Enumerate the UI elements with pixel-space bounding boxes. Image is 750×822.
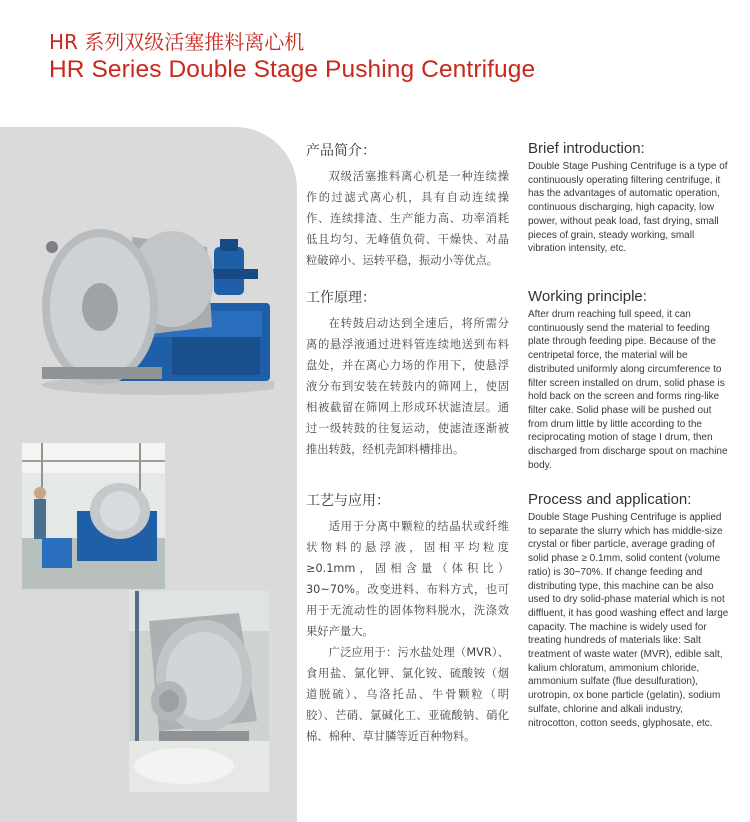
cn-section-principle: [306, 287, 509, 460]
cn-paragraph: 在转鼓启动达到全速后，将所需分离的悬浮液通过进料管连续地送到布料盘处，并在离心力场的作用下，使悬浮液分布到安装在转鼓内的筛网上，使固相被截留在筛网上形成环状滤渣层。通过一级转鼓的往复运动，使滤渣逐渐被推出转鼓，经机壳卸料槽排出。: [306, 317, 509, 456]
title-cn: HR 系列双级活塞推料离心机: [49, 30, 305, 54]
en-heading-principle: Working principle:: [528, 288, 647, 305]
cn-heading-intro: 产品简介：: [306, 143, 376, 159]
cn-section-intro: [306, 140, 509, 271]
cn-paragraph: 双级活塞推料离心机是一种连续操作的过滤式离心机，具有自动连续操作、连续排渣、生产能力高、功率消耗低且均匀、无峰值负荷、干燥快、对晶粒破碎小、运转平稳，振动小等优点。: [306, 170, 509, 267]
cn-paragraph: 广泛应用于：污水盐处理（MVR）、食用盐、氯化钾、氯化铵、硫酸铵（烟道脱硫）、乌洛托品、牛骨颗粒（明胶）、芒硝、氯碱化工、亚硫酸钠、硝化棉、棉种、草甘膦等近百种物料。: [306, 646, 509, 743]
en-paragraph: After drum reaching full speed, it can continuously send the material to feeding plate through feeding pipe. Because of the centripetal force, the material will be distributed uniformly along circumference to filter screen installed on drum, solid phase is hold back on the screen and forms ring-like filter cake. Solid phase will be pushed out from drum little by little according to the reciprocating motion of stage I drum, then discharged from discharge spout on machine body.: [528, 309, 728, 471]
en-section-principle: [528, 288, 730, 472]
en-section-intro: [528, 140, 730, 256]
en-paragraph: Double Stage Pushing Centrifuge is a type of continuously operating filtering centrifuge, it has the advantages of automatic operation, continuous discharging, high capacity, low power, without peak load, fast drying, small pieces of grain, steady working, small vibration intensity, etc.: [528, 161, 728, 255]
title-en: HR Series Double Stage Pushing Centrifuge: [49, 56, 536, 83]
cn-paragraph: 适用于分离中颗粒的结晶状或纤维状物料的悬浮液，固相平均粒度≥0.1mm，固相含量（体积比）30~70%。改变进料、布料方式，也可用于无流动性的固体物料脱水，洗涤效果好产量大。: [306, 520, 509, 638]
en-section-application: [528, 491, 730, 730]
en-paragraph: Double Stage Pushing Centrifuge is applied to separate the slurry which has middle-size crystal or fiber particle, average grading of solid phase ≥ 0.1mm, solid content (volume ratio) is 30~70%. If change feeding and distributing type, this machine can be also used to dry solid-phase material which is not diffluent, it has good washing effect and large capacity. The machine is widely used for treating hundreds of materials like: Salt treatment of waste water (MVR), edible salt, kalium chloratum, ammonium chloride, ammonium sulfate (flue desulfuration), urotropin, ox bone particle (gelatin), sodium sulfate, chlorine and alkali industry, nitrocotton, cotton seeds, glyphosate, etc.: [528, 512, 729, 729]
cn-heading-application: 工艺与应用：: [306, 493, 390, 509]
cn-heading-principle: 工作原理：: [306, 290, 376, 306]
factory-photo-2: [129, 591, 269, 792]
factory-photo-1: [22, 443, 165, 589]
en-heading-application: Process and application:: [528, 491, 692, 508]
en-heading-intro: Brief introduction:: [528, 140, 645, 157]
centrifuge-photo-main: [22, 207, 274, 400]
cn-section-application: [306, 490, 509, 747]
